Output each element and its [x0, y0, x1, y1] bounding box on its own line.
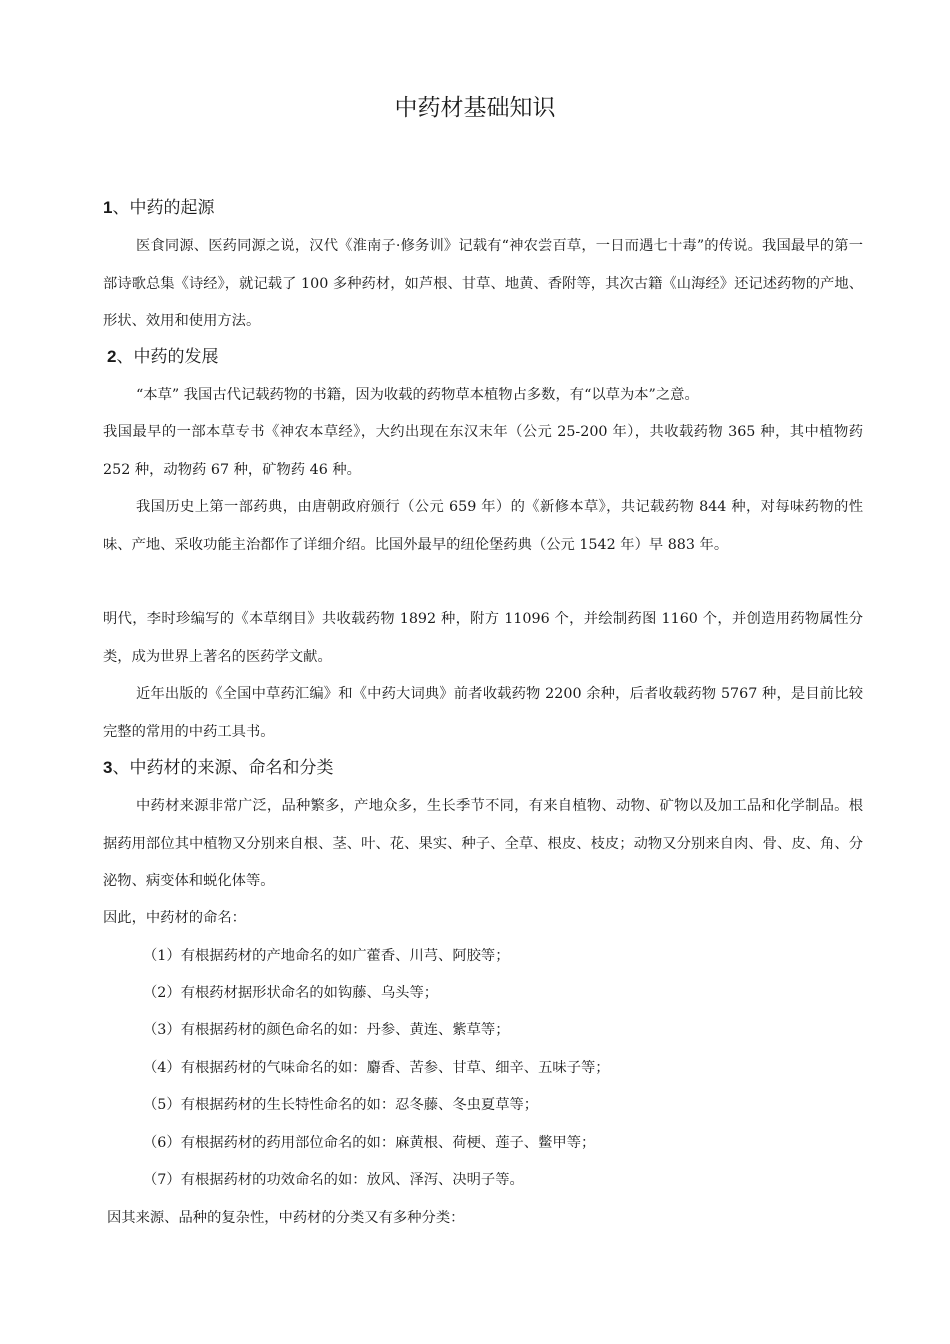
paragraph: 因其来源、品种的复杂性，中药材的分类又有多种分类： — [107, 1210, 465, 1226]
list-item: （2）有根药材据形状命名的如钩藤、乌头等； — [143, 985, 439, 1001]
paragraph: 近年出版的《全国中草药汇编》和《中药大词典》前者收载药物 2200 余种，后者收载药物 5767 种，是目前比较完整的常用的中药工具书。 — [103, 686, 863, 740]
paragraph: 我国历史上第一部药典，由唐朝政府颁行（公元 659 年）的《新修本草》，共记载药物 844 种，对每味药物的性味、产地、采收功能主治都作了详细介绍。比国外最早的纽伦堡药典（公元 1542 年）早 883 年。 — [103, 499, 863, 553]
paragraph: 我国最早的一部本草专书《神农本草经》，大约出现在东汉末年（公元 25-200 年），共收载药物 365 种，其中植物药 252 种，动物药 67 种，矿物药 46 种。 — [103, 424, 863, 478]
section-title: 、中药材的来源、命名和分类 — [112, 758, 334, 778]
paragraph: 因此，中药材的命名： — [103, 910, 246, 926]
section-title: 、中药的发展 — [116, 347, 219, 367]
paragraph: 中药材来源非常广泛，品种繁多，产地众多，生长季节不同，有来自植物、动物、矿物以及加工品和化学制品。根据药用部位其中植物又分别来自根、茎、叶、花、果实、种子、全草、根皮、枝皮；动物又分别来自肉、骨、皮、角、分泌物、病变体和蜕化体等。 — [103, 798, 863, 889]
paragraph: 明代，李时珍编写的《本草纲目》共收载药物 1892 种，附方 11096 个，并绘制药图 1160 个，并创造用药物属性分类，成为世界上著名的医药学文献。 — [103, 611, 863, 665]
paragraph: “本草” 我国古代记载药物的书籍，因为收载的药物草本植物占多数，有“以草为本”之意。 — [136, 387, 699, 403]
list-item: （3）有根据药材的颜色命名的如：丹参、黄连、紫草等； — [143, 1022, 510, 1038]
list-item: （1）有根据药材的产地命名的如广藿香、川芎、阿胶等； — [143, 948, 510, 964]
section-heading-classification — [103, 756, 333, 780]
section-heading-origin — [103, 196, 214, 220]
section-number: 1 — [103, 198, 113, 217]
section-number: 2 — [107, 347, 117, 366]
list-item: （4）有根据药材的气味命名的如：麝香、苦参、甘草、细辛、五味子等； — [143, 1060, 610, 1076]
list-item: （5）有根据药材的生长特性命名的如：忍冬藤、冬虫夏草等； — [143, 1097, 539, 1113]
section-title: 、中药的起源 — [112, 198, 215, 218]
section-heading-development — [107, 345, 218, 369]
page-title: 中药材基础知识 — [394, 95, 556, 121]
paragraph: 医食同源、医药同源之说，汉代《淮南子·修务训》记载有“神农尝百草，一日而遇七十毒”的传说。我国最早的第一部诗歌总集《诗经》，就记载了 100 多种药材，如芦根、甘草、地黄、香附等，其次古籍《山海经》还记述药物的产地、形状、效用和使用方法。 — [103, 238, 863, 329]
list-item: （6）有根据药材的药用部位命名的如：麻黄根、荷梗、莲子、鳖甲等； — [143, 1135, 596, 1151]
section-number: 3 — [103, 758, 113, 777]
list-item: （7）有根据药材的功效命名的如：放风、泽泻、决明子等。 — [143, 1172, 524, 1188]
